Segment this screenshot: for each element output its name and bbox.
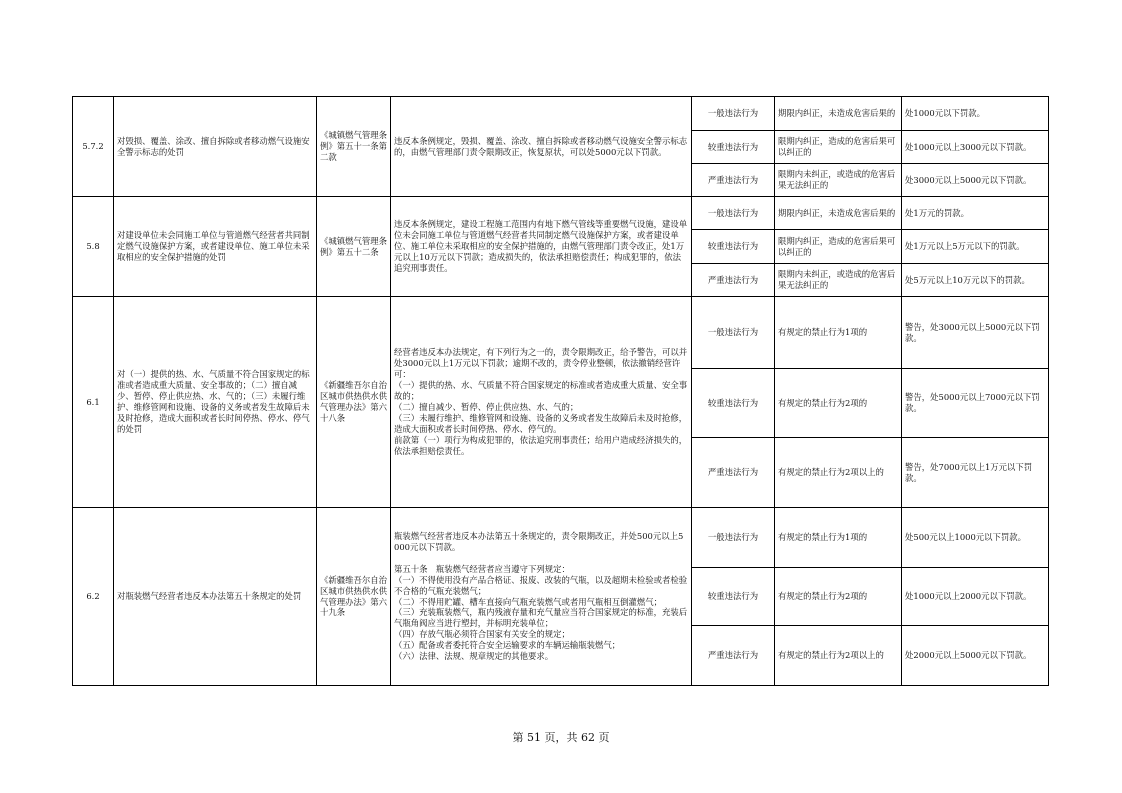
table-body [73, 97, 1049, 686]
penalty-standard: 处1000元以下罚款。 [902, 97, 1049, 131]
row-basis: 《新疆维吾尔自治区城市供热供水供气管理办法》第六十九条 [317, 508, 391, 686]
penalty-standard: 处1万元的罚款。 [902, 197, 1049, 230]
penalty-standard: 警告，处7000元以上1万元以下罚款。 [902, 438, 1049, 508]
row-item: 对建设单位未会同施工单位与管道燃气经营者共同制定燃气设施保护方案，或者建设单位、施工单位未采取相应的安全保护措施的处罚 [114, 197, 317, 297]
page-footer: 第 51 页，共 62 页 [512, 731, 610, 744]
row-id: 5.8 [73, 197, 114, 297]
violation-level: 严重违法行为 [692, 626, 775, 686]
violation-circumstance: 限期内未纠正，或造成的危害后果无法纠正的 [775, 264, 902, 297]
penalty-standard: 处1000元以上3000元以下罚款。 [902, 131, 1049, 164]
penalty-standard: 处1000元以上2000元以下罚款。 [902, 568, 1049, 626]
violation-circumstance: 期限内纠正，未造成危害后果的 [775, 197, 902, 230]
penalty-standard: 处500元以上1000元以下罚款。 [902, 508, 1049, 568]
violation-level: 较重违法行为 [692, 369, 775, 438]
row-content: 违反本条例规定，建设工程施工范围内有地下燃气管线等重要燃气设施，建设单位未会同施工单位与管道燃气经营者共同制定燃气设施保护方案，或者建设单位、施工单位未采取相应的安全保护措施的，由燃气管理部门责令改正，处1万元以上10万元以下罚款；造成损失的，依法承担赔偿责任；构成犯罪的，依法追究刑事责任。 [391, 197, 692, 297]
penalty-standard: 处3000元以上5000元以下罚款。 [902, 164, 1049, 197]
row-basis: 《城镇燃气管理条例》第五十一条第二款 [317, 97, 391, 197]
violation-level: 严重违法行为 [692, 264, 775, 297]
row-item: 对（一）提供的热、水、气质量不符合国家规定的标准或者造成重大质量、安全事故的；（二）擅自减少、暂停、停止供应热、水、气的；（三）未履行维护、维修管网和设施、设备的义务或者发生故障后未及时抢修，造成大面积或者长时间停热、停水、停气的处罚 [114, 297, 317, 508]
violation-circumstance: 有规定的禁止行为1项的 [775, 297, 902, 369]
violation-circumstance: 有规定的禁止行为1项的 [775, 508, 902, 568]
violation-circumstance: 限期内纠正，造成的危害后果可以纠正的 [775, 131, 902, 164]
penalty-table [72, 96, 1049, 686]
penalty-standard: 处1万元以上5万元以下的罚款。 [902, 230, 1049, 264]
violation-level: 一般违法行为 [692, 508, 775, 568]
row-item: 对毁损、覆盖、涂改、擅自拆除或者移动燃气设施安全警示标志的处罚 [114, 97, 317, 197]
violation-level: 较重违法行为 [692, 568, 775, 626]
penalty-standard: 警告，处5000元以上7000元以下罚款。 [902, 369, 1049, 438]
row-id: 5.7.2 [73, 97, 114, 197]
row-id: 6.2 [73, 508, 114, 686]
table-row [73, 197, 1049, 230]
table-row [73, 97, 1049, 131]
violation-circumstance: 有规定的禁止行为2项以上的 [775, 626, 902, 686]
violation-level: 一般违法行为 [692, 197, 775, 230]
violation-level: 一般违法行为 [692, 97, 775, 131]
violation-level: 较重违法行为 [692, 131, 775, 164]
violation-circumstance: 限期内未纠正，或造成的危害后果无法纠正的 [775, 164, 902, 197]
row-id: 6.1 [73, 297, 114, 508]
row-content: 经营者违反本办法规定，有下列行为之一的，责令限期改正，给予警告，可以并处3000元以上1万元以下罚款；逾期不改的，责令停业整顿，依法撤销经营许可： （一）提供的热、水、气质量不符合国家规定的标准或者造成重大质量、安全事故的； （二）擅自减少、暂停、停止供应热、水、气的； （三）未履行维护、维修管网和设施、设备的义务或者发生故障后未及时抢修，造成大面积或者长时间停热、停水、停气的。 前款第（一）项行为构成犯罪的，依法追究刑事责任；给用户造成经济损失的，依法承担赔偿责任。 [391, 297, 692, 508]
violation-level: 较重违法行为 [692, 230, 775, 264]
row-content: 瓶装燃气经营者违反本办法第五十条规定的，责令限期改正，并处500元以上5000元以下罚款。 第五十条 瓶装燃气经营者应当遵守下列规定： （一）不得使用没有产品合格证、报废、改装的气瓶，以及超期未检验或者检验不合格的气瓶充装燃气； （二）不得用贮罐、槽车直接向气瓶充装燃气或者用气瓶相互倒灌燃气； （三）充装瓶装燃气，瓶内残液存量和充气量应当符合国家规定的标准，充装后气瓶角阀应当进行塑封，并标明充装单位； （四）存放气瓶必须符合国家有关安全的规定； （五）配备或者委托符合安全运输要求的车辆运输瓶装燃气； （六）法律、法规、规章规定的其他要求。 [391, 508, 692, 686]
violation-circumstance: 有规定的禁止行为2项的 [775, 369, 902, 438]
violation-circumstance: 期限内纠正，未造成危害后果的 [775, 97, 902, 131]
table-row [73, 508, 1049, 568]
penalty-standard: 处5万元以上10万元以下的罚款。 [902, 264, 1049, 297]
row-basis: 《新疆维吾尔自治区城市供热供水供气管理办法》第六十八条 [317, 297, 391, 508]
row-item: 对瓶装燃气经营者违反本办法第五十条规定的处罚 [114, 508, 317, 686]
row-content: 违反本条例规定，毁损、覆盖、涂改、擅自拆除或者移动燃气设施安全警示标志的，由燃气管理部门责令限期改正，恢复原状，可以处5000元以下罚款。 [391, 97, 692, 197]
penalty-standard: 处2000元以上5000元以下罚款。 [902, 626, 1049, 686]
violation-level: 严重违法行为 [692, 164, 775, 197]
violation-circumstance: 有规定的禁止行为2项的 [775, 568, 902, 626]
table-row [73, 297, 1049, 369]
row-basis: 《城镇燃气管理条例》第五十二条 [317, 197, 391, 297]
violation-level: 一般违法行为 [692, 297, 775, 369]
violation-circumstance: 限期内纠正，造成的危害后果可以纠正的 [775, 230, 902, 264]
violation-level: 严重违法行为 [692, 438, 775, 508]
penalty-standard: 警告，处3000元以上5000元以下罚款。 [902, 297, 1049, 369]
violation-circumstance: 有规定的禁止行为2项以上的 [775, 438, 902, 508]
